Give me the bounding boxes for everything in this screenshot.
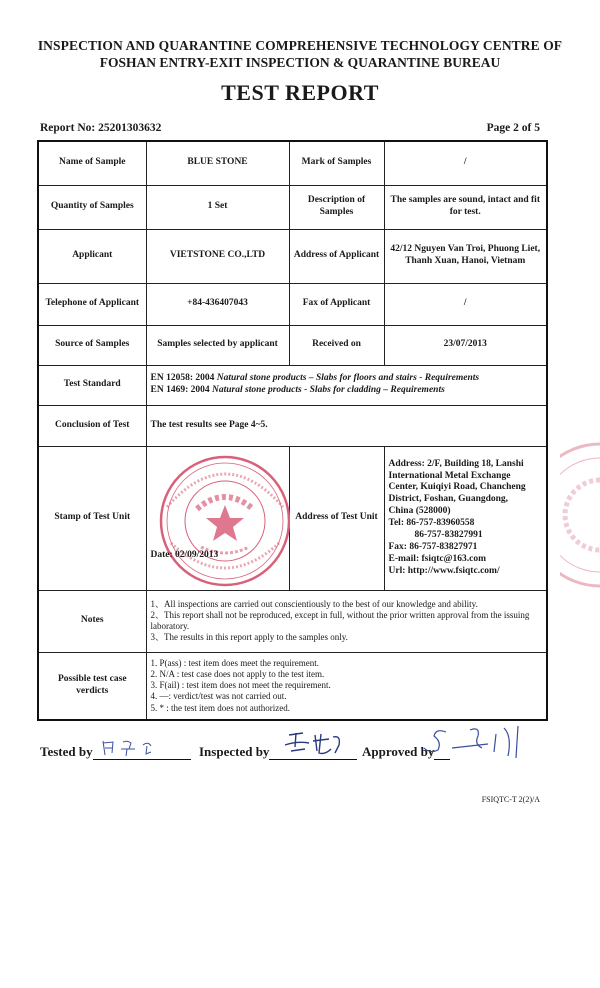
received-value: 23/07/2013 (384, 325, 547, 365)
unit-telephone: Tel: 86-757-83960558 (388, 518, 475, 528)
source-label: Source of Samples (38, 325, 146, 365)
verdicts-content (146, 652, 547, 720)
test-standard-label: Test Standard (38, 365, 146, 405)
name-of-sample-value: BLUE STONE (146, 141, 289, 185)
note-1: 1、All inspections are carried out conscientiously to the best of our knowledge and ability. (150, 598, 478, 609)
standard-2-title: Natural stone products - Slabs for cladding – Requirements (212, 385, 445, 395)
applicant-address-value: 42/12 Nguyen Van Troi, Phuong Liet, Thanh Xuan, Hanoi, Vietnam (384, 229, 547, 283)
description-label: Description of Samples (289, 185, 384, 229)
row-applicant (38, 229, 547, 283)
inspected-by-signature-image (269, 729, 357, 759)
inspected-by-signature-line (269, 745, 357, 760)
tested-by (40, 744, 191, 760)
row-standard (38, 365, 547, 405)
official-seal-image (147, 447, 290, 591)
name-of-sample-label: Name of Sample (38, 141, 146, 185)
standard-2-code: EN 1469: 2004 (150, 385, 212, 395)
applicant-label: Applicant (38, 229, 146, 283)
fax-label: Fax of Applicant (289, 283, 384, 325)
address-line-5: China (528000) (388, 506, 451, 517)
mark-of-samples-value: / (384, 141, 547, 185)
standard-1-title: Natural stone products – Slabs for floors and stairs - Requirements (216, 373, 480, 384)
verdict-2: 2. N/A : test case does not apply to the test item. (150, 668, 325, 679)
header-line-2: FOSHAN ENTRY-EXIT INSPECTION & QUARANTINE BUREAU (99, 55, 501, 70)
stamp-date: Date: 02/09/2013 (150, 549, 219, 560)
row-notes (38, 590, 547, 652)
address-line-1: Address: 2/F, Building 18, Lanshi (388, 458, 524, 469)
conclusion-label: Conclusion of Test (38, 405, 146, 446)
report-table (37, 140, 548, 721)
mark-of-samples-label: Mark of Samples (289, 141, 384, 185)
received-label: Received on (289, 325, 384, 365)
description-value: The samples are sound, intact and fit for test. (384, 185, 547, 229)
row-source (38, 325, 547, 365)
note-3: 3、The results in this report apply to the samples only. (150, 632, 348, 643)
verdict-1: 1. P(ass) : test item does meet the requirement. (150, 657, 319, 668)
verdict-5: 5. * : the test item does not authorized. (150, 702, 290, 713)
standard-1-code: EN 12058: 2004 (150, 373, 217, 384)
header-line-1: INSPECTION AND QUARANTINE COMPREHENSIVE TECHNOLOGY CENTRE OF (37, 38, 563, 53)
verdict-3: 3. F(ail) : test item does not meet the requirement. (150, 680, 331, 691)
address-line-2: International Metal Exchange (388, 470, 511, 481)
note-2: 2、This report shall not be reproduced, except in full, without the prior written approval from the issuing laboratory. (150, 609, 530, 631)
quantity-value: 1 Set (146, 185, 289, 229)
row-telephone (38, 283, 547, 325)
row-verdicts (38, 652, 547, 720)
address-line-4: District, Foshan, Guangdong, (388, 494, 509, 505)
quantity-label: Quantity of Samples (38, 185, 146, 229)
address-line-3: Center, Kuiqiyi Road, Chancheng (388, 482, 526, 493)
unit-fax: Fax: 86-757-83827971 (388, 541, 478, 552)
report-title: TEST REPORT (221, 80, 379, 105)
row-name (38, 141, 547, 185)
test-unit-address-value (384, 446, 547, 590)
inspected-by (199, 744, 357, 760)
source-value: Samples selected by applicant (146, 325, 289, 365)
unit-url: Url: http://www.fsiqtc.com/ (388, 565, 500, 576)
row-stamp (38, 446, 547, 590)
row-conclusion (38, 405, 547, 446)
verdict-4: 4. —: verdict/test was not carried out. (150, 691, 287, 702)
unit-email: E-mail: fsiqtc@163.com (388, 553, 486, 564)
approved-by-signature-image (422, 722, 532, 762)
notes-label: Notes (38, 590, 146, 652)
inspected-by-label: Inspected by (199, 744, 270, 759)
tested-by-signature-image (93, 737, 191, 759)
conclusion-value: The test results see Page 4~5. (146, 405, 547, 446)
edge-seal-image (560, 440, 600, 590)
telephone-value: +84-436407043 (146, 283, 289, 325)
telephone-label: Telephone of Applicant (38, 283, 146, 325)
unit-telephone-2: 86-757-83827991 (414, 529, 483, 540)
notes-content (146, 590, 547, 652)
approved-by (362, 744, 450, 760)
verdicts-label: Possible test case verdicts (38, 652, 146, 720)
page-number: Page 2 of 5 (486, 122, 540, 134)
fax-value: / (384, 283, 547, 325)
test-unit-address-label: Address of Test Unit (289, 446, 384, 590)
applicant-address-label: Address of Applicant (289, 229, 384, 283)
applicant-value: VIETSTONE CO.,LTD (146, 229, 289, 283)
tested-by-label: Tested by (40, 744, 93, 759)
form-code: FSIQTC-T 2(2)/A (481, 795, 540, 804)
stamp-cell (146, 446, 289, 590)
row-quantity (38, 185, 547, 229)
approved-by-label: Approved by (362, 744, 435, 759)
tested-by-signature-line (93, 745, 191, 760)
stamp-label: Stamp of Test Unit (38, 446, 146, 590)
report-number: Report No: 25201303632 (40, 122, 162, 134)
test-standard-value (146, 365, 547, 405)
